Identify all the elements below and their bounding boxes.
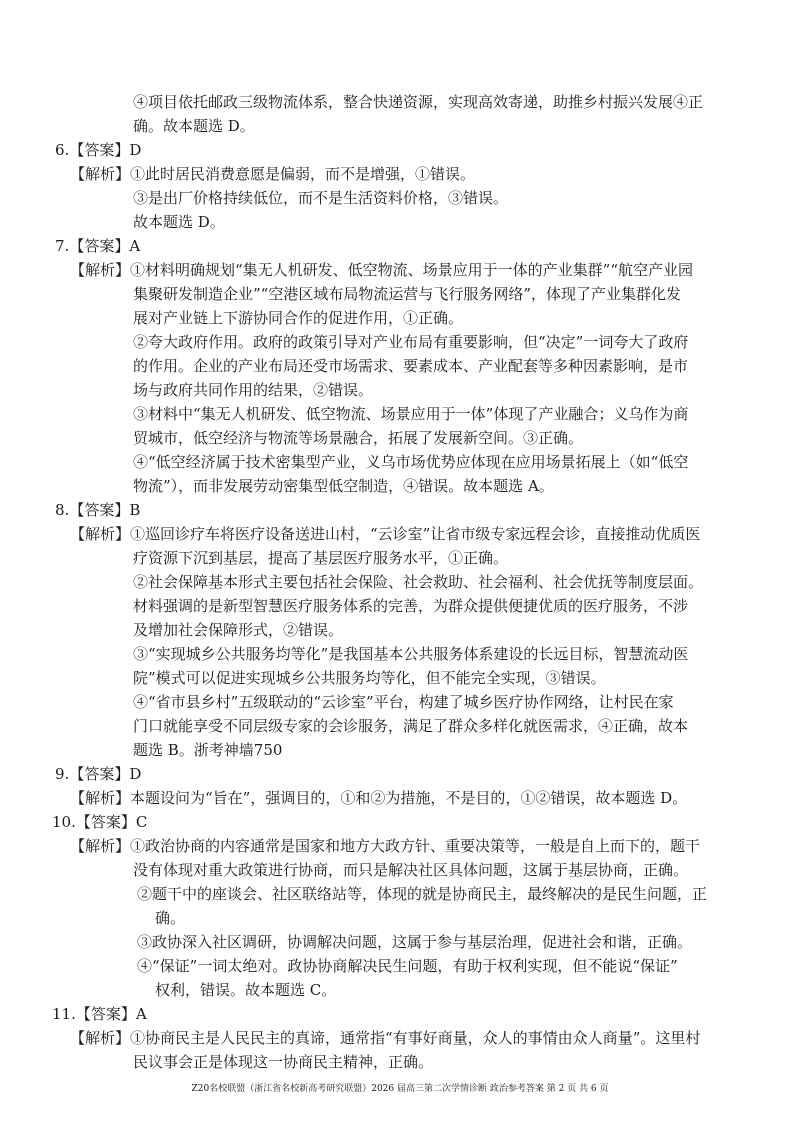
analysis-line: 贸城市，低空经济与物流等场景融合，拓展了发展新空间。③正确。 xyxy=(133,429,584,447)
question-10-answer xyxy=(52,810,147,834)
answer-label: 【答案】 xyxy=(69,237,130,255)
question-number: 6. xyxy=(55,141,70,159)
answer-value: B xyxy=(129,501,141,519)
answer-value: D xyxy=(129,765,142,783)
analysis-label: 【解析】 xyxy=(70,525,131,543)
analysis-line: ①此时居民消费意愿是偏弱，而不是增强，①错误。 xyxy=(130,165,476,183)
analysis-line: ④“保证”一词太绝对。政协协商解决民生问题，有助于权利实现，但不能说“保证” xyxy=(137,957,678,975)
answer-value: D xyxy=(129,141,142,159)
question-10-analysis xyxy=(70,834,700,858)
analysis-line: 材料强调的是新型智慧医疗服务体系的完善，为群众提供便捷优质的医疗服务，不涉 xyxy=(133,597,689,615)
answer-value: C xyxy=(135,813,148,831)
analysis-line: ①政治协商的内容通常是国家和地方大政方针、重要决策等，一般是自上而下的，题干 xyxy=(130,837,701,855)
question-9-analysis xyxy=(70,786,687,810)
analysis-line: ③是出厂价格持续低位，而不是生活资料价格，③错误。 xyxy=(133,189,509,207)
analysis-line: ①协商民主是人民民主的真谛，通常指“有事好商量，众人的事情由众人商量”。这里村 xyxy=(130,1029,701,1047)
question-6-answer xyxy=(55,138,141,162)
continuation-line: ④项目依托邮政三级物流体系，整合快递资源，实现高效寄递，助推乡村振兴发展④正 xyxy=(133,93,704,111)
answer-label: 【答案】 xyxy=(69,765,130,783)
analysis-label: 【解析】 xyxy=(70,165,131,183)
question-11-analysis xyxy=(70,1026,700,1050)
analysis-line: 物流”），而非发展劳动密集型低空制造，④错误。故本题选 A。 xyxy=(133,477,554,495)
analysis-line: ③政协深入社区调研，协调解决问题，这属于参与基层治理，促进社会和谐，正确。 xyxy=(137,933,693,951)
analysis-line: 确。 xyxy=(155,909,186,927)
question-7-answer xyxy=(55,234,140,258)
question-9-answer xyxy=(55,762,141,786)
analysis-line: ④“低空经济属于技术密集型产业，义乌市场优势应体现在应用场景拓展上（如“低空 xyxy=(133,453,689,471)
answer-label: 【答案】 xyxy=(75,813,136,831)
answer-label: 【答案】 xyxy=(75,1005,136,1023)
question-11-answer xyxy=(52,1002,147,1026)
analysis-line: ②夸大政府作用。政府的政策引导对产业布局有重要影响，但“决定”一词夸大了政府 xyxy=(133,333,689,351)
answer-label: 【答案】 xyxy=(69,141,130,159)
question-number: 7. xyxy=(55,237,70,255)
answer-value: A xyxy=(135,1005,147,1023)
analysis-line: 没有体现对重大政策进行协商，而只是解决社区具体问题，这属于基层协商，正确。 xyxy=(133,861,689,879)
analysis-line: 题选 B。浙考神墙750 xyxy=(133,741,283,759)
analysis-line: 及增加社会保障形式，②错误。 xyxy=(133,621,344,639)
analysis-line: ②社会保障基本形式主要包括社会保险、社会救助、社会福利、社会优抚等制度层面。 xyxy=(133,573,704,591)
analysis-line: ②题干中的座谈会、社区联络站等，体现的就是协商民主，最终解决的是民生问题，正 xyxy=(137,885,708,903)
analysis-label: 【解析】 xyxy=(70,261,131,279)
page-footer: Z20名校联盟（浙江省名校新高考研究联盟）2026 届高三第二次学情诊断 政治参考答案 第 2 页 共 6 页 xyxy=(191,1084,609,1094)
question-8-analysis xyxy=(70,522,700,546)
analysis-label: 【解析】 xyxy=(70,837,131,855)
analysis-line: 本题设问为“旨在”，强调目的，①和②为措施，不是目的，①②错误，故本题选 D。 xyxy=(130,789,688,807)
analysis-line: ①巡回诊疗车将医疗设备送进山村，“云诊室”让省市级专家远程会诊，直接推动优质医 xyxy=(130,525,701,543)
analysis-line: 故本题选 D。 xyxy=(133,213,225,231)
analysis-line: ④“省市县乡村”五级联动的“云诊室”平台，构建了城乡医疗协作网络，让村民在家 xyxy=(133,693,674,711)
question-number: 10. xyxy=(52,813,76,831)
analysis-line: 的作用。企业的产业布局还受市场需求、要素成本、产业配套等多种因素影响，是市 xyxy=(133,357,689,375)
answer-label: 【答案】 xyxy=(69,501,130,519)
question-number: 11. xyxy=(52,1005,76,1023)
analysis-line: 展对产业链上下游协同合作的促进作用，①正确。 xyxy=(133,309,464,327)
analysis-line: 场与政府共同作用的结果，②错误。 xyxy=(133,381,374,399)
question-8-answer xyxy=(55,498,140,522)
analysis-line: 院”模式可以促进实现城乡公共服务均等化，但不能完全实现，③错误。 xyxy=(133,669,606,687)
analysis-line: ③“实现城乡公共服务均等化”是我国基本公共服务体系建设的长远目标，智慧流动医 xyxy=(133,645,689,663)
analysis-line: 门口就能享受不同层级专家的会诊服务，满足了群众多样化就医需求，④正确，故本 xyxy=(133,717,689,735)
analysis-line: ③材料中“集无人机研发、低空物流、场景应用于一体”体现了产业融合；义乌作为商 xyxy=(133,405,689,423)
question-7-analysis xyxy=(70,258,693,282)
analysis-line: 疗资源下沉到基层，提高了基层医疗服务水平，①正确。 xyxy=(133,549,509,567)
analysis-label: 【解析】 xyxy=(70,1029,131,1047)
continuation-line: 确。故本题选 D。 xyxy=(133,117,255,135)
question-number: 8. xyxy=(55,501,70,519)
analysis-line: 民议事会正是体现这一协商民主精神，正确。 xyxy=(133,1053,434,1071)
analysis-line: ①材料明确规划“集无人机研发、低空物流、场景应用于一体的产业集群”“航空产业园 xyxy=(130,261,694,279)
answer-value: A xyxy=(129,237,141,255)
analysis-line: 集聚研发制造企业”“空港区域布局物流运营与飞行服务网络”，体现了产业集群化发 xyxy=(133,285,682,303)
analysis-label: 【解析】 xyxy=(70,789,131,807)
question-number: 9. xyxy=(55,765,70,783)
analysis-line: 权利，错误。故本题选 C。 xyxy=(155,981,337,999)
question-6-analysis xyxy=(70,162,475,186)
